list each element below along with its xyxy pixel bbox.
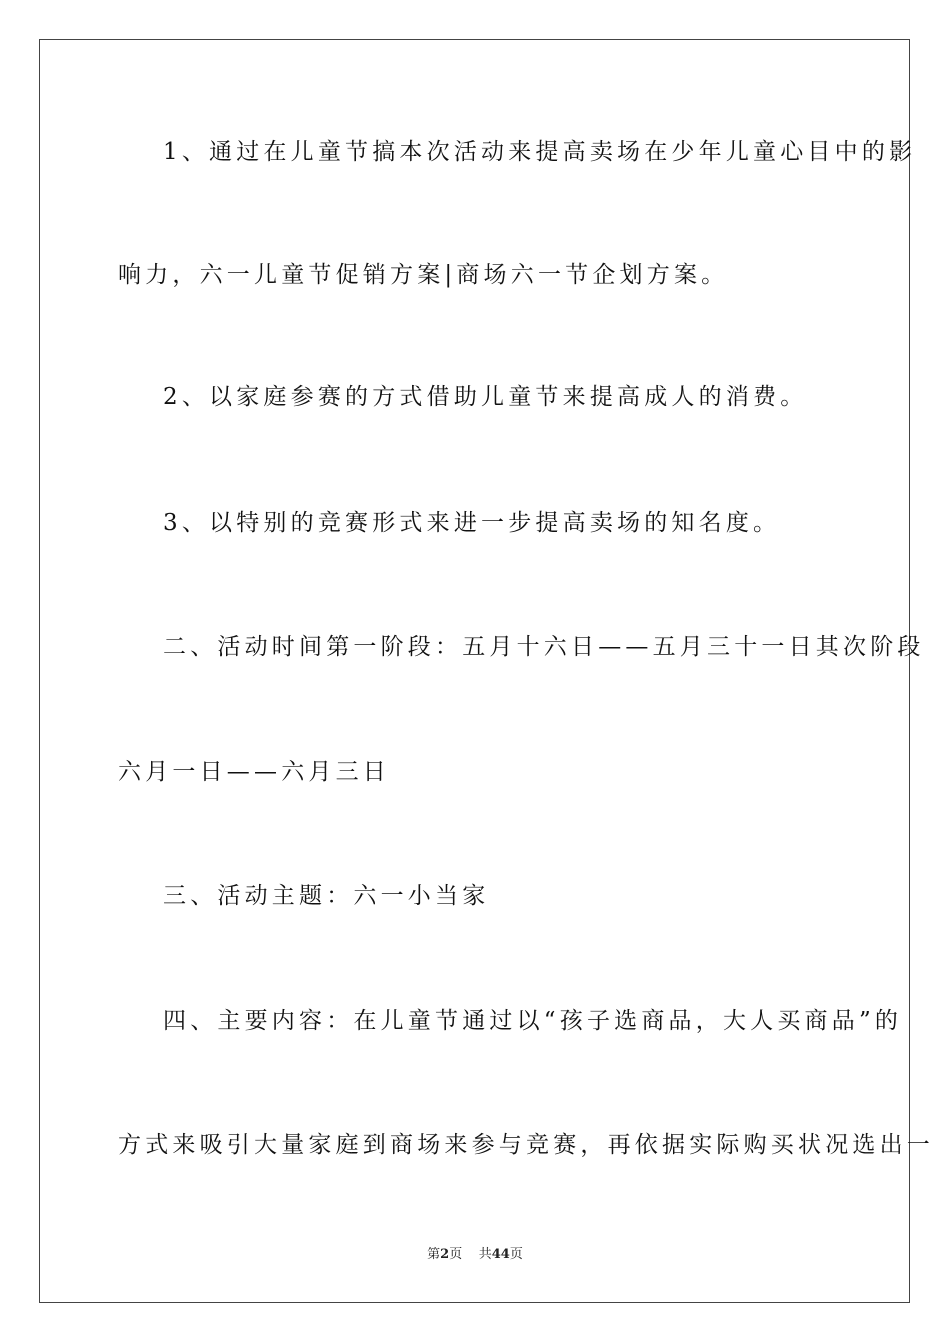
- paragraph-line-2: 响力，六一儿童节促销方案|商场六一节企划方案。: [118, 262, 729, 288]
- paragraph-line-5: 二、活动时间第一阶段：五月十六日——五月三十一日其次阶段: [163, 634, 925, 660]
- footer-page-prefix: 第: [427, 1247, 441, 1262]
- paragraph-line-1: 1、通过在儿童节搞本次活动来提高卖场在少年儿童心目中的影: [163, 139, 917, 165]
- paragraph-line-4: 3、以特别的竞赛形式来进一步提高卖场的知名度。: [163, 510, 781, 536]
- footer-page-number: 2: [440, 1247, 450, 1262]
- footer-total-suffix: 页: [509, 1247, 523, 1262]
- paragraph-line-9: 方式来吸引大量家庭到商场来参与竞赛，再依据实际购买状况选出一: [118, 1132, 934, 1158]
- footer-total-prefix: 共: [478, 1247, 492, 1262]
- paragraph-line-3: 2、以家庭参赛的方式借助儿童节来提高成人的消费。: [163, 384, 808, 410]
- paragraph-line-8: 四、主要内容：在儿童节通过以“孩子选商品，大人买商品”的: [163, 1008, 903, 1034]
- paragraph-line-6: 六月一日——六月三日: [118, 759, 390, 785]
- page-border: [39, 39, 910, 1303]
- footer-page-suffix: 页: [449, 1247, 463, 1262]
- paragraph-line-7: 三、活动主题：六一小当家: [163, 883, 490, 909]
- footer-total-pages: 44: [491, 1247, 510, 1262]
- page-footer: [0, 1246, 950, 1264]
